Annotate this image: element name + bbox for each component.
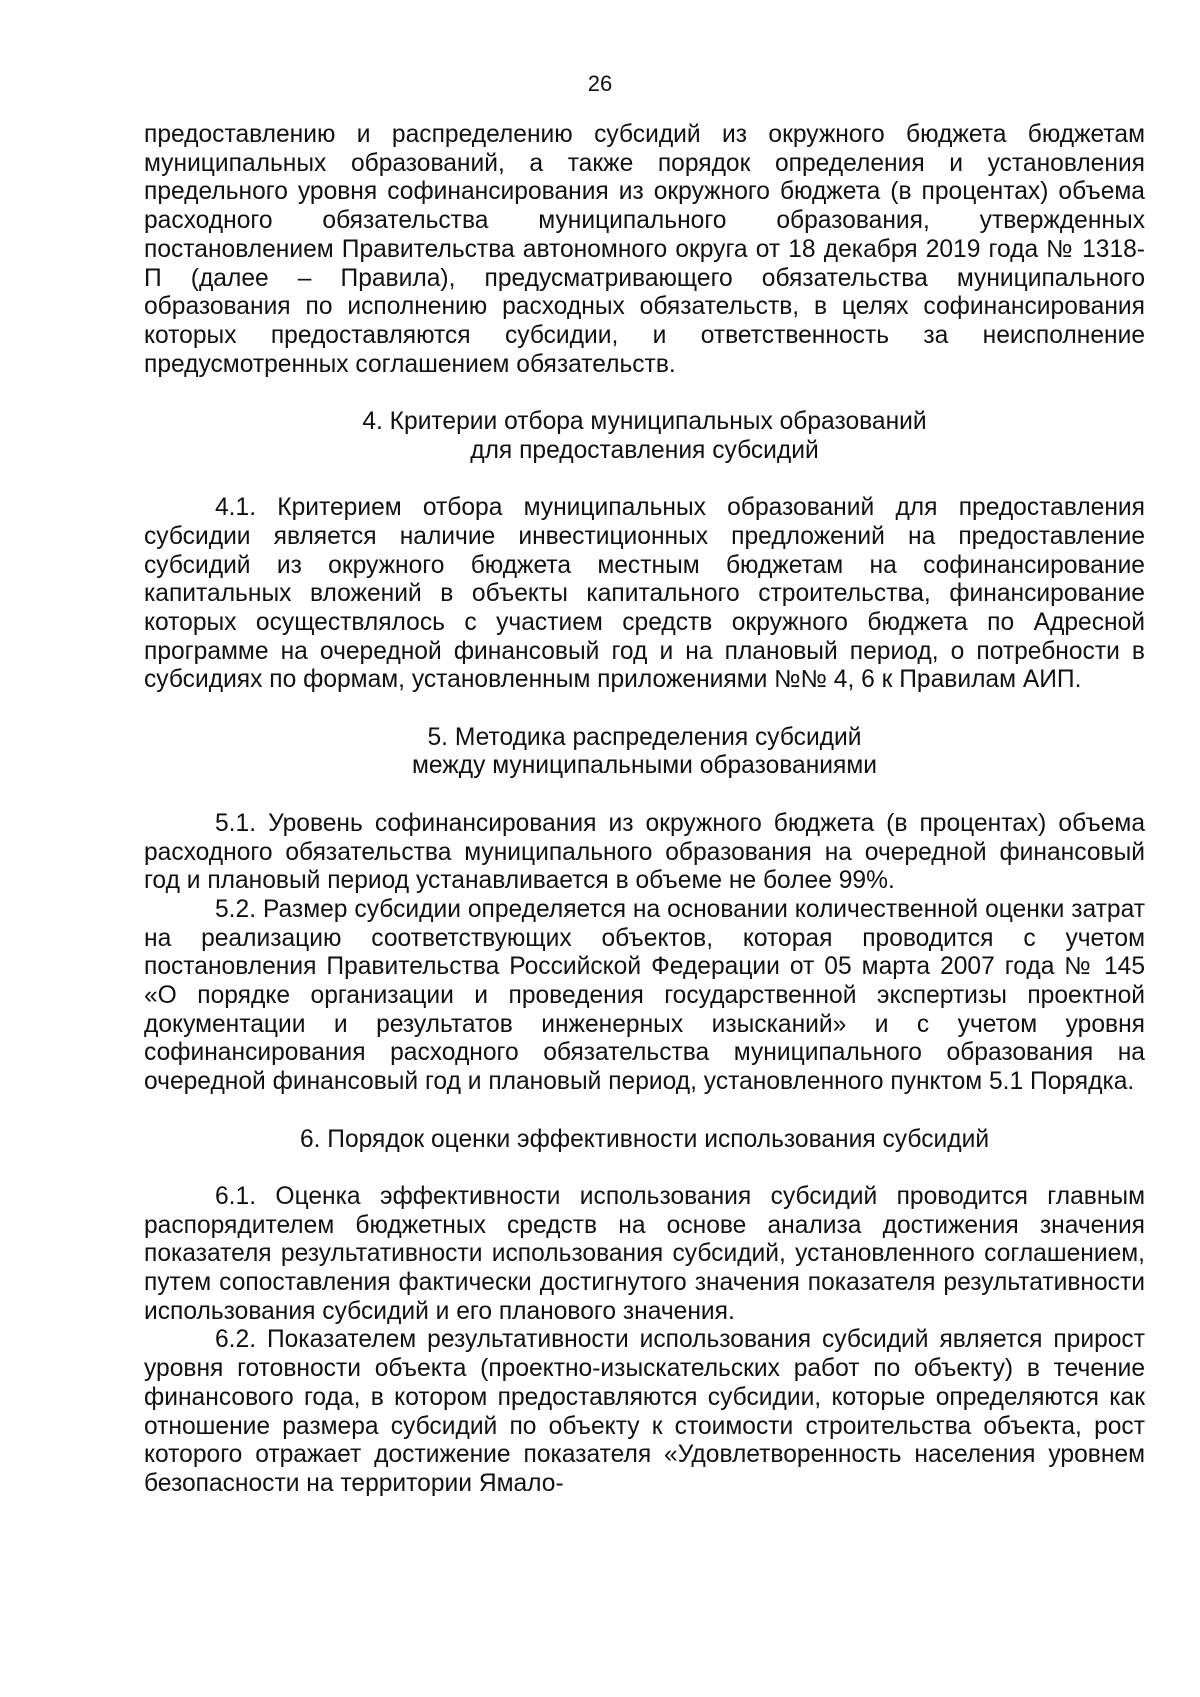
section-6-heading: 6. Порядок оценки эффективности использования субсидий	[299, 1125, 990, 1153]
spacer	[144, 379, 1145, 408]
spacer	[144, 465, 1145, 494]
paragraph-4-1: 4.1. Критерием отбора муниципальных образований для предоставления субсидии является наличие инвестиционных предложений на предоставление субсидий из окружного бюджета местным бюджетам на софинансирование капитальных вложений в объекты капитального строительства, финансирование которых осуществлялось с участием средств окружного бюджета по Адресной программе на очередной финансовый год и на плановый период, о потребности в субсидиях по формам, установленным приложениями №№ 4, 6 к Правилам АИП.	[144, 494, 1145, 694]
spacer	[144, 1097, 1145, 1126]
paragraph-6-1: 6.1. Оценка эффективности использования субсидий проводится главным распорядителем бюджетных средств на основе анализа достижения значения показателя результативности использования субсидий, установленного соглашением, путем сопоставления фактически достигнутого значения показателя результативности использования субсидий и его планового значения.	[144, 1182, 1145, 1325]
spacer	[144, 695, 1145, 724]
paragraph-5-2: 5.2. Размер субсидии определяется на основании количественной оценки затрат на реализацию соответствующих объектов, которая проводится с учетом постановления Правительства Российской Федерации от 05 марта 2007 года № 145 «О порядке организации и проведения государственной экспертизы проектной документации и результатов инженерных изысканий» и с учетом уровня софинансирования расходного обязательства муниципального образования на очередной финансовый год и плановый период, установленного пунктом 5.1 Порядка.	[144, 895, 1145, 1096]
paragraph-6-2: 6.2. Показателем результативности использования субсидий является прирост уровня готовности объекта (проектно-изыскательских работ по объекту) в течение финансового года, в котором предоставляются субсидии, которые определяются как отношение размера субсидий по объекту к стоимости строительства объекта, рост которого отражает достижение показателя «Удовлетворенность населения уровнем безопасности на территории Ямало-	[144, 1326, 1145, 1497]
paragraph-5-1: 5.1. Уровень софинансирования из окружного бюджета (в процентах) объема расходного обязательства муниципального образования на очередной финансовый год и плановый период устанавливается в объеме не более 99%.	[144, 809, 1145, 895]
page-number: 26	[587, 71, 613, 96]
spacer	[144, 1154, 1145, 1183]
document-body	[144, 121, 1145, 1499]
spacer	[144, 781, 1145, 810]
section-5-heading-line-1: 5. Методика распределения субсидий	[427, 723, 862, 751]
section-4-heading-line-1: 4. Критерии отбора муниципальных образований	[362, 408, 927, 436]
section-4-heading-line-2: для предоставления субсидий	[470, 436, 819, 464]
paragraph-intro: предоставлению и распределению субсидий из окружного бюджета бюджетам муниципальных образований, а также порядок определения и установления предельного уровня софинансирования из окружного бюджета (в процентах) объема расходного обязательства муниципального образования, утвержденных постановлением Правительства автономного округа от 18 декабря 2019 года № 1318-П (далее – Правила), предусматривающего обязательства муниципального образования по исполнению расходных обязательств, в целях софинансирования которых предоставляются субсидии, и ответственность за неисполнение предусмотренных соглашением обязательств.	[144, 121, 1145, 378]
section-5-heading-line-2: между муниципальными образованиями	[411, 752, 878, 780]
